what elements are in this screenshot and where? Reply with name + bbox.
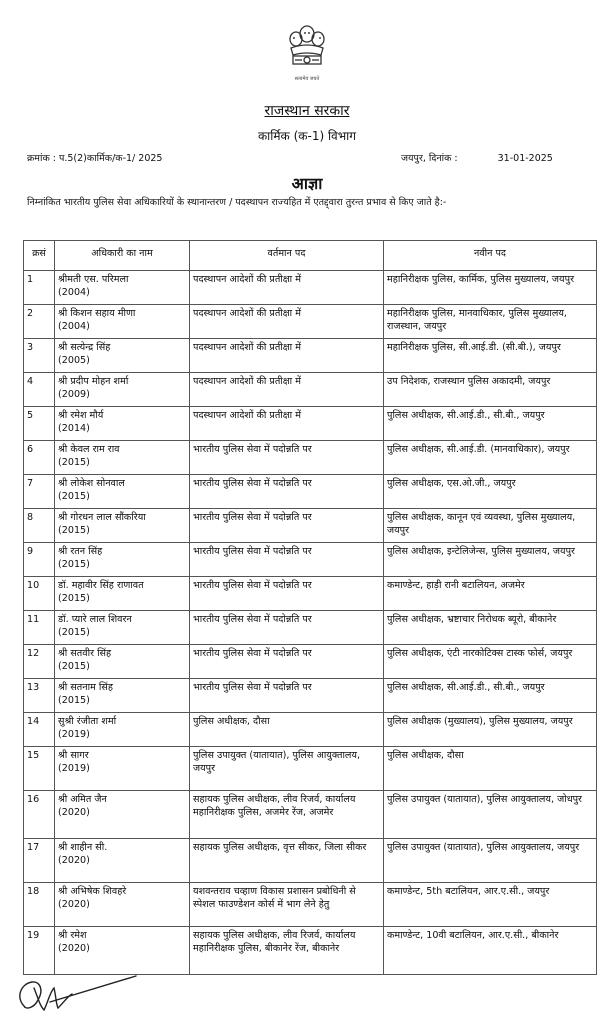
cell-new-post: महानिरीक्षक पुलिस, मानवाधिकार, पुलिस मुख्यालय, राजस्थान, जयपुर [384, 305, 597, 339]
table-row [24, 713, 597, 747]
officer-batch: (2019) [58, 763, 90, 774]
table-row [24, 679, 597, 713]
cell-new-post: पुलिस उपायुक्त (यातायात), पुलिस आयुक्तालय, जोधपुर [384, 791, 597, 839]
table-row [24, 305, 597, 339]
place-label: जयपुर, दिनांक : [401, 153, 458, 164]
cell-officer [55, 543, 190, 577]
officer-batch: (2015) [58, 593, 90, 604]
table-row [24, 475, 597, 509]
cell-serial: 16 [24, 791, 55, 839]
officer-name: श्री रमेश मौर्य [58, 410, 104, 421]
cell-current-post: पुलिस उपायुक्त (यातायात), पुलिस आयुक्तालय, जयपुर [190, 747, 384, 791]
officer-name: श्री रतन सिंह [58, 546, 103, 557]
cell-current-post: भारतीय पुलिस सेवा में पदोन्नति पर [190, 543, 384, 577]
officer-name: डॉ. महावीर सिंह राणावत [58, 580, 144, 591]
table-row [24, 791, 597, 839]
officer-name: श्री किशन सहाय मीणा [58, 308, 136, 319]
order-date: 31-01-2025 [497, 153, 553, 164]
cell-new-post: पुलिस अधीक्षक, सी.आई.डी., सी.बी., जयपुर [384, 407, 597, 441]
order-intro: निम्नांकित भारतीय पुलिस सेवा अधिकारियों के स्थानान्तरण / पदस्थापन राज्यहित में एतद्द्वारा तुरन्त प्रभाव से किए जाते है:- [27, 197, 447, 208]
cell-serial: 4 [24, 373, 55, 407]
cell-officer [55, 645, 190, 679]
table-row [24, 747, 597, 791]
cell-serial: 8 [24, 509, 55, 543]
officer-name: श्री सत्येन्द्र सिंह [58, 342, 111, 353]
cell-serial: 5 [24, 407, 55, 441]
cell-officer [55, 373, 190, 407]
officer-name: श्री केवल राम राव [58, 444, 120, 455]
cell-current-post: सहायक पुलिस अधीक्षक, लीव रिजर्व, कार्यालय महानिरीक्षक पुलिस, अजमेर रेंज, अजमेर [190, 791, 384, 839]
officer-batch: (2015) [58, 559, 90, 570]
cell-new-post: पुलिस अधीक्षक, एस.ओ.जी., जयपुर [384, 475, 597, 509]
officer-batch: (2009) [58, 389, 90, 400]
cell-officer [55, 475, 190, 509]
officer-name: श्रीमती एस. परिमला [58, 274, 129, 285]
cell-serial: 9 [24, 543, 55, 577]
table-row [24, 839, 597, 883]
table-row [24, 611, 597, 645]
cell-new-post: पुलिस उपायुक्त (यातायात), पुलिस आयुक्तालय, जयपुर [384, 839, 597, 883]
state-emblem-icon [283, 22, 331, 84]
table-row [24, 577, 597, 611]
cell-serial: 10 [24, 577, 55, 611]
officer-name: श्री सतनाम सिंह [58, 682, 113, 693]
cell-officer [55, 407, 190, 441]
officer-batch: (2005) [58, 355, 90, 366]
cell-new-post: पुलिस अधीक्षक, एंटी नारकोटिक्स टास्क फोर्स, जयपुर [384, 645, 597, 679]
header-officer-name: अधिकारी का नाम [55, 241, 190, 271]
cell-officer [55, 611, 190, 645]
cell-officer [55, 713, 190, 747]
cell-current-post: भारतीय पुलिस सेवा में पदोन्नति पर [190, 577, 384, 611]
cell-serial: 11 [24, 611, 55, 645]
officer-name: श्री लोकेश सोनवाल [58, 478, 125, 489]
cell-current-post: पदस्थापन आदेशों की प्रतीक्षा में [190, 271, 384, 305]
table-row [24, 339, 597, 373]
officer-batch: (2015) [58, 661, 90, 672]
table-row [24, 407, 597, 441]
government-title: राजस्थान सरकार [264, 103, 350, 119]
officer-name: श्री रमेश [58, 930, 87, 941]
cell-officer [55, 679, 190, 713]
place-date [401, 151, 553, 164]
cell-serial: 15 [24, 747, 55, 791]
cell-current-post: पुलिस अधीक्षक, दौसा [190, 713, 384, 747]
officer-batch: (2015) [58, 695, 90, 706]
order-title: आज्ञा [291, 174, 323, 193]
cell-officer [55, 441, 190, 475]
officer-name: श्री अमित जैन [58, 794, 107, 805]
signature [10, 962, 140, 1020]
cell-serial: 6 [24, 441, 55, 475]
officer-batch: (2015) [58, 525, 90, 536]
cell-serial: 2 [24, 305, 55, 339]
officer-batch: (2019) [58, 729, 90, 740]
officer-name: श्री सागर [58, 750, 89, 761]
officer-name: श्री प्रदीप मोहन शर्मा [58, 376, 129, 387]
cell-serial: 3 [24, 339, 55, 373]
cell-current-post: भारतीय पुलिस सेवा में पदोन्नति पर [190, 645, 384, 679]
officer-batch: (2014) [58, 423, 90, 434]
cell-serial: 19 [24, 927, 55, 975]
table-row [24, 441, 597, 475]
reference-number: क्रमांक : प.5(2)कार्मिक/क-1/ 2025 [27, 153, 163, 164]
cell-officer [55, 839, 190, 883]
officer-name: श्री गोरधन लाल सौंकरिया [58, 512, 146, 523]
cell-officer [55, 747, 190, 791]
officer-batch: (2020) [58, 943, 90, 954]
cell-serial: 12 [24, 645, 55, 679]
cell-current-post: भारतीय पुलिस सेवा में पदोन्नति पर [190, 509, 384, 543]
cell-new-post: पुलिस अधीक्षक, इन्टेलिजेन्स, पुलिस मुख्यालय, जयपुर [384, 543, 597, 577]
cell-officer [55, 305, 190, 339]
cell-current-post: भारतीय पुलिस सेवा में पदोन्नति पर [190, 475, 384, 509]
cell-new-post: पुलिस अधीक्षक (मुख्यालय), पुलिस मुख्यालय, जयपुर [384, 713, 597, 747]
table-row [24, 373, 597, 407]
officer-batch: (2015) [58, 627, 90, 638]
officer-name: श्री अभिषेक शिवहरे [58, 886, 127, 897]
officer-name: श्री शाहीन सी. [58, 842, 108, 853]
cell-new-post: कमाण्डेन्ट, हाड़ी रानी बटालियन, अजमेर [384, 577, 597, 611]
cell-new-post: महानिरीक्षक पुलिस, कार्मिक, पुलिस मुख्यालय, जयपुर [384, 271, 597, 305]
cell-new-post: पुलिस अधीक्षक, सी.आई.डी., सी.बी., जयपुर [384, 679, 597, 713]
department-title: कार्मिक (क-1) विभाग [257, 129, 357, 143]
cell-current-post: पदस्थापन आदेशों की प्रतीक्षा में [190, 373, 384, 407]
cell-current-post: भारतीय पुलिस सेवा में पदोन्नति पर [190, 441, 384, 475]
table-row [24, 883, 597, 927]
cell-new-post: पुलिस अधीक्षक, कानून एवं व्यवस्था, पुलिस मुख्यालय, जयपुर [384, 509, 597, 543]
cell-current-post: पदस्थापन आदेशों की प्रतीक्षा में [190, 407, 384, 441]
table-row [24, 509, 597, 543]
officer-name: डॉ. प्यारे लाल शिवरन [58, 614, 132, 625]
officer-batch: (2020) [58, 899, 90, 910]
officer-batch: (2020) [58, 855, 90, 866]
table-row [24, 271, 597, 305]
officer-name: श्री सतवीर सिंह [58, 648, 112, 659]
table-header-row [24, 241, 597, 271]
officer-batch: (2004) [58, 287, 90, 298]
cell-serial: 13 [24, 679, 55, 713]
cell-new-post: पुलिस अधीक्षक, सी.आई.डी. (मानवाधिकार), जयपुर [384, 441, 597, 475]
officer-name: सुश्री रंजीता शर्मा [58, 716, 117, 727]
cell-serial: 1 [24, 271, 55, 305]
cell-serial: 7 [24, 475, 55, 509]
table-row [24, 543, 597, 577]
cell-current-post: भारतीय पुलिस सेवा में पदोन्नति पर [190, 679, 384, 713]
cell-new-post: कमाण्डेन्ट, 10वी बटालियन, आर.ए.सी., बीकानेर [384, 927, 597, 975]
cell-officer [55, 883, 190, 927]
table-row [24, 645, 597, 679]
officer-batch: (2020) [58, 807, 90, 818]
officer-batch: (2015) [58, 457, 90, 468]
cell-officer [55, 271, 190, 305]
cell-new-post: पुलिस अधीक्षक, दौसा [384, 747, 597, 791]
cell-serial: 14 [24, 713, 55, 747]
emblem-motto: सत्यमेव जयते [294, 76, 320, 82]
cell-serial: 18 [24, 883, 55, 927]
cell-officer [55, 509, 190, 543]
cell-new-post: पुलिस अधीक्षक, भ्रष्टाचार निरोधक ब्यूरो, बीकानेर [384, 611, 597, 645]
cell-current-post: सहायक पुलिस अधीक्षक, लीव रिजर्व, कार्यालय महानिरीक्षक पुलिस, बीकानेर रेंज, बीकानेर [190, 927, 384, 975]
cell-officer [55, 339, 190, 373]
officer-batch: (2004) [58, 321, 90, 332]
cell-new-post: कमाण्डेन्ट, 5th बटालियन, आर.ए.सी., जयपुर [384, 883, 597, 927]
cell-current-post: पदस्थापन आदेशों की प्रतीक्षा में [190, 339, 384, 373]
officer-batch: (2015) [58, 491, 90, 502]
cell-officer [55, 577, 190, 611]
cell-new-post: उप निदेशक, राजस्थान पुलिस अकादमी, जयपुर [384, 373, 597, 407]
cell-current-post: पदस्थापन आदेशों की प्रतीक्षा में [190, 305, 384, 339]
header-new-post: नवीन पद [384, 241, 597, 271]
cell-serial: 17 [24, 839, 55, 883]
cell-current-post: यशवन्तराव चव्हाण विकास प्रशासन प्रबोधिनी से स्पेशल फाउण्डेशन कोर्स में भाग लेने हेतु [190, 883, 384, 927]
cell-officer [55, 791, 190, 839]
cell-current-post: सहायक पुलिस अधीक्षक, वृत्त सीकर, जिला सीकर [190, 839, 384, 883]
transfer-table [23, 240, 597, 975]
cell-new-post: महानिरीक्षक पुलिस, सी.आई.डी. (सी.बी.), जयपुर [384, 339, 597, 373]
header-current-post: वर्तमान पद [190, 241, 384, 271]
header-serial: क्रसं [24, 241, 55, 271]
cell-current-post: भारतीय पुलिस सेवा में पदोन्नति पर [190, 611, 384, 645]
